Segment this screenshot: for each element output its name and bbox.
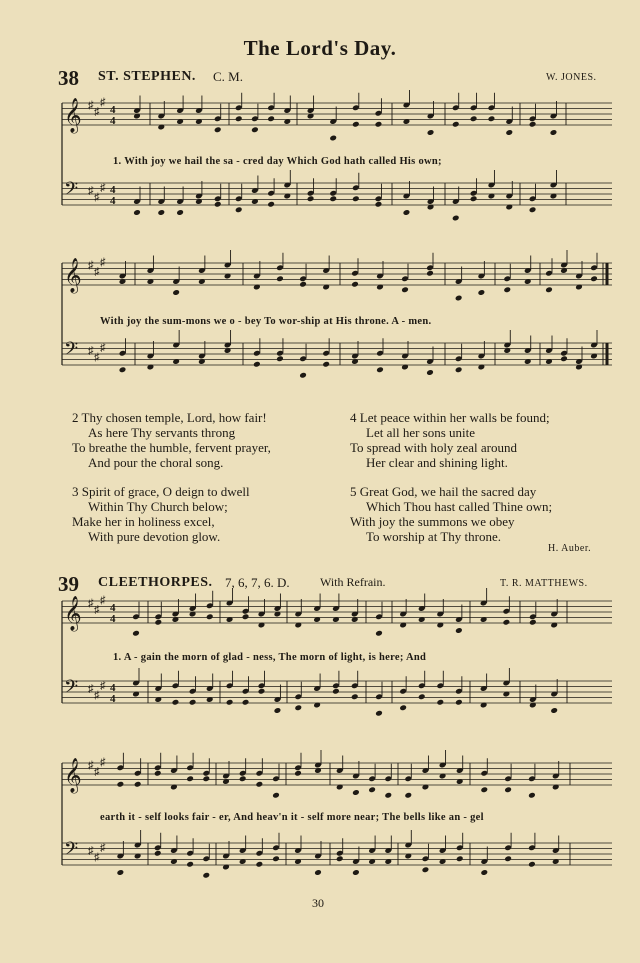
note-head (206, 613, 214, 620)
hymn-38-tune-name: ST. STEPHEN. (98, 69, 196, 84)
note-head (117, 869, 125, 876)
sharp-icon: ♯ (100, 96, 106, 109)
note-head (375, 630, 383, 637)
note-head (274, 707, 282, 714)
verse-line: To worship at Thy throne. (366, 529, 501, 544)
note-head (418, 693, 426, 700)
bass-clef-icon: 𝄢 (64, 179, 79, 204)
note-head (186, 775, 194, 782)
sharp-icon: ♯ (94, 106, 100, 119)
note-head (529, 206, 537, 213)
hymn-38-lyrics-line-2: With joy the sum-mons we o - bey To wor-ship at His throne. A - men. (100, 316, 432, 327)
note-head (329, 195, 337, 202)
note-head (134, 781, 142, 788)
sharp-icon: ♯ (88, 759, 94, 772)
verse-line: 5 Great God, we hail the sacred day (350, 484, 537, 499)
note-head (251, 126, 259, 133)
hymn-39-meter: 7, 6, 7, 6. D. (225, 575, 290, 590)
hymn-39-composer: T. R. MATTHEWS. (500, 578, 588, 589)
note-head (154, 770, 162, 777)
hymn-39-meter-note: With Refrain. (320, 575, 386, 589)
note-head (351, 281, 359, 288)
note-head (253, 361, 261, 368)
time-signature-bottom: 4 (110, 115, 116, 127)
note-head (452, 121, 460, 128)
hymn-38-lyrics-line-1: 1. With joy we hail the sa - cred day Which God hath called His own; (113, 156, 442, 167)
note-head (258, 688, 266, 695)
note-head (352, 195, 360, 202)
verse-line: With pure devotion glow. (88, 529, 221, 544)
verse-line: As here Thy servants throng (88, 425, 236, 440)
sharp-icon: ♯ (88, 844, 94, 857)
verse-line: And pour the choral song. (88, 455, 224, 470)
note-head (132, 630, 140, 637)
hymn-38-number: 38 (58, 66, 79, 90)
note-head (294, 770, 302, 777)
note-head (267, 115, 275, 122)
note-head (455, 699, 463, 706)
note-head (299, 372, 307, 379)
note-head (384, 792, 392, 799)
note-head (399, 704, 407, 711)
note-head (314, 869, 322, 876)
note-head (529, 619, 537, 626)
note-head (503, 286, 511, 293)
note-head (186, 861, 194, 868)
sharp-icon: ♯ (100, 680, 106, 692)
note-head (272, 855, 280, 862)
sharp-icon: ♯ (94, 689, 100, 702)
sharp-icon: ♯ (94, 604, 100, 617)
note-head (403, 209, 411, 216)
page-title: The Lord's Day. (243, 36, 397, 60)
note-head (235, 206, 243, 213)
note-head (256, 781, 264, 788)
note-head (352, 121, 360, 128)
time-signature-bottom: 4 (110, 693, 116, 705)
sharp-icon: ♯ (88, 99, 94, 112)
note-head (503, 619, 511, 626)
note-head (202, 775, 210, 782)
note-head (276, 355, 284, 362)
note-head (352, 789, 360, 796)
time-signature-bottom: 4 (110, 195, 116, 207)
sharp-icon: ♯ (100, 842, 106, 854)
note-head (545, 286, 553, 293)
bass-clef-icon: 𝄢 (64, 677, 79, 702)
verse-line: Within Thy Church below; (88, 499, 228, 514)
note-head (242, 699, 250, 706)
verse-line: With joy the summons we obey (350, 514, 515, 529)
verse-line: 4 Let peace within her walls be found; (350, 410, 550, 425)
note-head (154, 850, 162, 857)
sharp-icon: ♯ (94, 191, 100, 204)
time-signature-top: 4 (110, 104, 116, 116)
time-signature-top: 4 (110, 682, 116, 694)
sharp-icon: ♯ (94, 351, 100, 364)
bass-clef-icon: 𝄢 (64, 839, 79, 864)
note-head (404, 792, 412, 799)
note-head (455, 366, 463, 373)
note-head (480, 786, 488, 793)
note-head (272, 792, 280, 799)
hymn-39-lyrics-line-1: 1. A - gain the morn of glad - ness, The morn of light, is here; And (113, 652, 427, 663)
hymn-39-lyrics-line-2: earth it - self looks fair - er, And heav'n it - self more near; The bells like an - gel (100, 812, 484, 823)
hymn-38-author: H. Auber. (548, 543, 592, 554)
verse-line: Which Thou hast called Thine own; (366, 499, 553, 514)
note-head (157, 209, 165, 216)
note-head (504, 855, 512, 862)
time-signature-top: 4 (110, 184, 116, 196)
note-head (176, 209, 184, 216)
sharp-icon: ♯ (100, 594, 106, 607)
note-head (488, 115, 496, 122)
note-head (242, 613, 250, 620)
note-head (529, 121, 537, 128)
note-head (214, 201, 222, 208)
verse-line: Let all her sons unite (366, 425, 476, 440)
verse-line: To spread with holy zeal around (350, 440, 517, 455)
verse-line: 3 Spirit of grace, O deign to dwell (72, 484, 250, 499)
sharp-icon: ♯ (100, 756, 106, 769)
hymn-39-number: 39 (58, 572, 79, 596)
note-head (332, 688, 340, 695)
note-head (322, 361, 330, 368)
sharp-icon: ♯ (100, 182, 106, 194)
note-head (133, 209, 141, 216)
note-head (368, 786, 376, 793)
sharp-icon: ♯ (94, 266, 100, 279)
note-head (528, 792, 536, 799)
note-head (352, 869, 360, 876)
note-head (456, 855, 464, 862)
treble-clef-icon: 𝄞 (64, 596, 82, 631)
note-head (426, 369, 434, 376)
sharp-icon: ♯ (88, 344, 94, 357)
note-head (256, 861, 264, 868)
note-head (470, 115, 478, 122)
note-head (299, 281, 307, 288)
bass-clef-icon: 𝄢 (64, 339, 79, 364)
note-head (375, 710, 383, 717)
note-head (436, 699, 444, 706)
sharp-icon: ♯ (88, 184, 94, 197)
verse-line: 2 Thy chosen temple, Lord, how fair! (72, 410, 267, 425)
note-head (401, 286, 409, 293)
note-head (294, 704, 302, 711)
note-head (528, 861, 536, 868)
note-head (550, 129, 558, 136)
hymn-38-composer: W. JONES. (546, 72, 597, 83)
note-head (427, 129, 435, 136)
note-head (154, 619, 162, 626)
note-head (267, 201, 275, 208)
treble-clef-icon: 𝄞 (64, 98, 82, 133)
sharp-icon: ♯ (88, 682, 94, 695)
note-head (505, 129, 513, 136)
note-head (226, 699, 234, 706)
note-head (351, 693, 359, 700)
note-head (550, 707, 558, 714)
sharp-icon: ♯ (100, 342, 106, 354)
note-head (307, 195, 315, 202)
note-head (376, 366, 384, 373)
treble-clef-icon: 𝄞 (64, 258, 82, 293)
hymn-38-meter: C. M. (213, 69, 243, 84)
sharp-icon: ♯ (88, 259, 94, 272)
note-head (422, 866, 430, 873)
sharp-icon: ♯ (100, 256, 106, 269)
note-head (504, 786, 512, 793)
time-signature-top: 4 (110, 602, 116, 614)
note-head (426, 270, 434, 277)
note-head (202, 872, 210, 879)
note-head (590, 275, 598, 282)
note-head (560, 355, 568, 362)
note-head (452, 215, 460, 222)
note-head (375, 201, 383, 208)
verse-line: To breathe the humble, fervent prayer, (72, 440, 271, 455)
note-head (480, 869, 488, 876)
note-head (329, 135, 337, 142)
time-signature-bottom: 4 (110, 613, 116, 625)
verse-line: Make her in holiness excel, (72, 514, 215, 529)
note-head (375, 121, 383, 128)
note-head (336, 855, 344, 862)
note-head (455, 295, 463, 302)
treble-clef-icon: 𝄞 (64, 758, 82, 793)
note-head (172, 289, 180, 296)
note-head (189, 699, 197, 706)
hymn-39-tune-name: CLEETHORPES. (98, 575, 213, 590)
note-head (478, 289, 486, 296)
sharp-icon: ♯ (94, 766, 100, 779)
page-number: 30 (312, 896, 324, 910)
note-head (117, 781, 125, 788)
sharp-icon: ♯ (94, 851, 100, 864)
note-head (239, 775, 247, 782)
verse-line: Her clear and shining light. (366, 455, 508, 470)
note-head (214, 126, 222, 133)
note-head (235, 115, 243, 122)
note-head (172, 699, 180, 706)
note-head (455, 627, 463, 634)
sharp-icon: ♯ (88, 597, 94, 610)
note-head (470, 195, 478, 202)
note-head (276, 275, 284, 282)
note-head (119, 366, 127, 373)
